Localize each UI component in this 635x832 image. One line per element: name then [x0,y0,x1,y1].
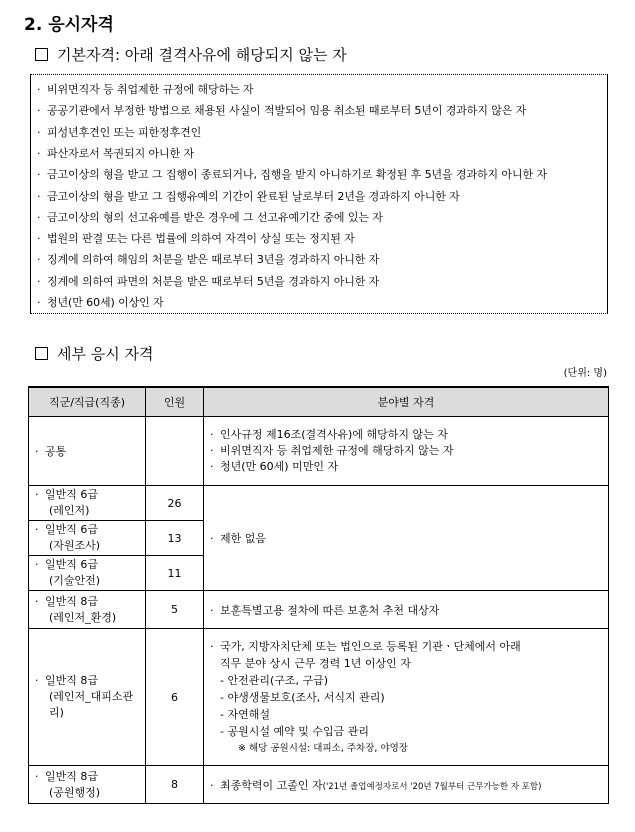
table-row: · 일반직 6급 (자원조사) 13 [29,521,609,556]
list-item: · 비위면직자 등 취업제한 규정에 해당하는 자 [37,83,254,96]
list-item: · 금고이상의 형을 받고 그 집행유예의 기간이 완료된 날로부터 2년을 경과하지 아니한 자 [37,189,460,203]
list-item: · 파산자로서 복권되지 아니한 자 [37,146,195,160]
group-qual: · 제한 없음 [204,486,609,591]
table-row: · 일반직 8급 (공원행정) 8 · 최종학력이 고졸인 자('21년 졸업예정자로서 '20년 7월부터 근무가능한 자 포함) [29,766,609,804]
table-header-row [29,387,609,417]
list-item: · 징계에 의하여 파면의 처분을 받은 때로부터 5년을 경과하지 아니한 자 [37,274,380,288]
common-label: · 공통 [29,417,146,486]
common-quals: · 인사규정 제16조(결격사유)에 해당하지 않는 자 · 비위면직자 등 취업제한 규정에 해당하지 않는 자 · 청년(만 60세) 미만인 자 [204,417,609,486]
detail-qualification-title [35,343,153,364]
checkbox-square-icon [35,347,48,360]
qualification-table [28,386,609,804]
table-row: · 일반직 6급 (기술안전) 11 [29,556,609,591]
table-row: · 일반직 8급 (레인저_환경) 5 · 보훈특별고용 절차에 따른 보훈처 추천 대상자 [29,591,609,629]
table-row: · 일반직 6급 (레인저) 26 · 제한 없음 [29,486,609,521]
basic-title-text: 기본자격: 아래 결격사유에 해당되지 않는 자 [57,46,347,64]
basic-qualification-title [35,44,347,65]
checkbox-square-icon [35,48,48,61]
list-item: · 공공기관에서 부정한 방법으로 채용된 사실이 적발되어 임용 취소된 때로부터 5년이 경과하지 않은 자 [37,104,527,118]
section-heading: 2. 응시자격 [24,15,114,35]
list-item: · 금고이상의 형을 받고 그 집행이 종료되거나, 집행을 받지 아니하기로 확정된 후 5년을 경과하지 아니한 자 [37,168,547,182]
list-item: · 징계에 의하여 해임의 처분을 받은 때로부터 3년을 경과하지 아니한 자 [37,253,380,267]
header-grade: 직군/직급(직종) [29,387,146,417]
disqualification-box [30,74,608,314]
list-item: · 금고이상의 형의 선고유예를 받은 경우에 그 선고유예기간 중에 있는 자 [37,210,383,224]
list-item: · 청년(만 60세) 이상인 자 [37,296,164,309]
detail-title-text: 세부 응시 자격 [57,345,154,363]
table-row: · 일반직 8급 (레인저_대피소관리) 6 · 국가, 지방자치단체 또는 법인으로 등록된 기관ㆍ단체에서 아래 직무 분야 상시 근무 경력 1년 이상인 자 - 안전관리(구조, 구급) - 야생생물보호(조사, 서식지 관리) - 자연해설 - 공원시설 예약 및 수입금 관리 ※ 해당 공원시설: 대피소, 주차장, 야영장 [29,629,609,766]
list-item: · 피성년후견인 또는 피한정후견인 [37,125,202,139]
list-item: · 법원의 판결 또는 다른 법률에 의하여 자격이 상실 또는 정지된 자 [37,232,355,246]
header-count: 인원 [146,387,204,417]
unit-label: (단위: 명) [563,368,607,379]
header-qual: 분야별 자격 [204,387,609,417]
table-row-common [29,417,609,486]
